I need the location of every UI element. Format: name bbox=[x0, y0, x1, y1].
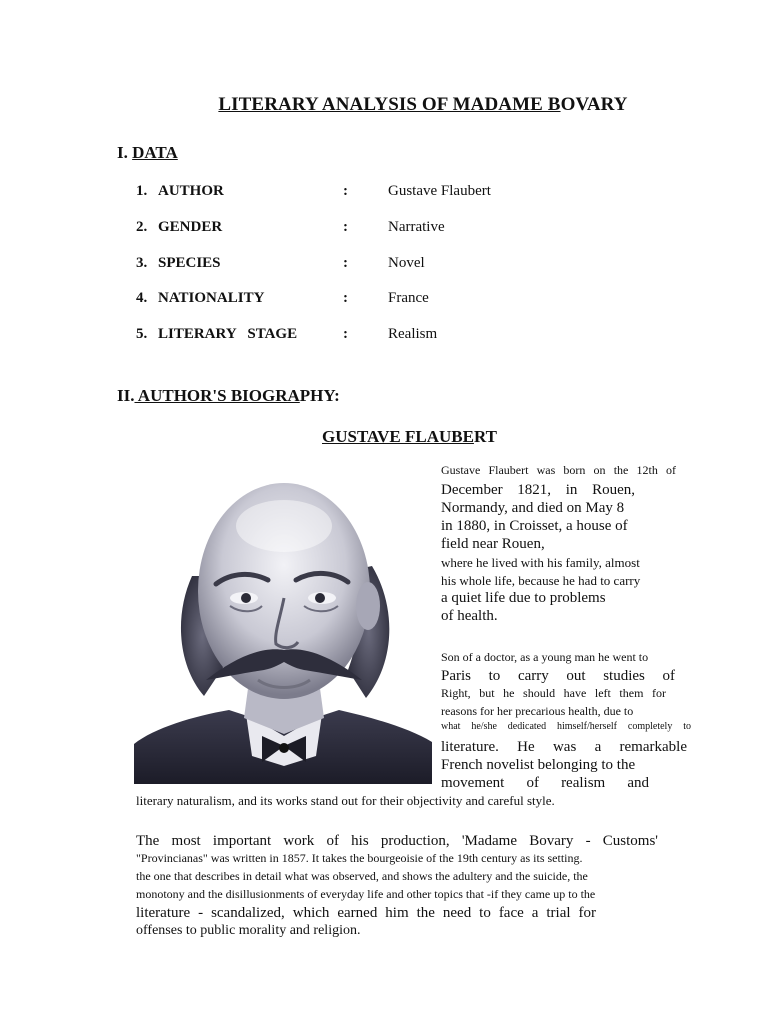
row-number: 4. bbox=[136, 290, 148, 306]
row-value: Realism bbox=[388, 326, 438, 342]
title-rest-part: OVARY bbox=[560, 94, 628, 115]
row-value: Narrative bbox=[388, 219, 445, 235]
work-line: literature - scandalized, which earned him the need to face a trial for bbox=[136, 905, 596, 921]
bio-line: what he/she dedicated himself/herself completely to bbox=[441, 721, 691, 732]
work-line: The most important work of his production, 'Madame Bovary - Customs' bbox=[136, 833, 658, 849]
row-label: LITERARY STAGE bbox=[158, 326, 298, 342]
row-number: 1. bbox=[136, 183, 148, 199]
section-heading-text: DATA bbox=[132, 143, 178, 162]
section-data-heading bbox=[117, 143, 178, 163]
bio-line: Gustave Flaubert was born on the 12th of bbox=[441, 463, 676, 477]
bio-line: movement of realism and bbox=[441, 775, 649, 791]
portrait-illustration bbox=[134, 466, 432, 784]
bio-line: Right, but he should have left them for bbox=[441, 686, 666, 700]
work-line: the one that describes in detail what was observed, and shows the adultery and the suicide, the bbox=[136, 869, 588, 883]
row-value: Gustave Flaubert bbox=[388, 183, 491, 199]
bio-line: Normandy, and died on May 8 bbox=[441, 500, 625, 516]
row-label: AUTHOR bbox=[158, 183, 224, 199]
bio-line: where he lived with his family, almost bbox=[441, 555, 640, 570]
document-title bbox=[0, 94, 768, 116]
bio-line: Son of a doctor, as a young man he went to bbox=[441, 650, 649, 664]
row-label: SPECIES bbox=[158, 255, 221, 271]
bio-line: literary naturalism, and its works stand out for their objectivity and careful style. bbox=[136, 793, 555, 808]
section-biography-heading bbox=[117, 386, 340, 406]
row-number: 2. bbox=[136, 219, 148, 235]
subtitle-rest: RT bbox=[473, 427, 497, 446]
row-value: Novel bbox=[388, 255, 425, 271]
row-colon: : bbox=[343, 290, 348, 306]
bio-line: his whole life, because he had to carry bbox=[441, 573, 641, 588]
row-number: 3. bbox=[136, 255, 148, 271]
row-label: GENDER bbox=[158, 219, 223, 235]
title-underlined-part: LITERARY ANALYSIS OF MADAME B bbox=[218, 94, 561, 115]
work-line: "Provincianas" was written in 1857. It takes the bourgeoisie of the 19th century as its setting. bbox=[136, 851, 583, 865]
work-line: monotony and the disillusionments of everyday life and other topics that -if they came up to the bbox=[136, 887, 596, 901]
author-name-heading bbox=[322, 427, 497, 447]
bio-line: in 1880, in Croisset, a house of bbox=[441, 518, 628, 534]
row-number: 5. bbox=[136, 326, 148, 342]
bio-line: reasons for her precarious health, due to bbox=[441, 704, 634, 718]
bio-line: Paris to carry out studies of bbox=[441, 668, 675, 684]
subtitle-underlined: GUSTAVE FLAUBE bbox=[322, 427, 474, 446]
section-heading-rest: PHY: bbox=[299, 386, 340, 405]
row-colon: : bbox=[343, 326, 348, 342]
author-portrait-image bbox=[134, 466, 432, 784]
row-label: NATIONALITY bbox=[158, 290, 265, 306]
row-colon: : bbox=[343, 255, 348, 271]
section-heading-underlined: AUTHOR'S BIOGRA bbox=[134, 386, 300, 405]
row-colon: : bbox=[343, 183, 348, 199]
row-value: France bbox=[388, 290, 429, 306]
section-numeral: II. bbox=[117, 386, 135, 405]
bio-line: French novelist belonging to the bbox=[441, 757, 636, 773]
bio-line: field near Rouen, bbox=[441, 536, 545, 552]
section-numeral: I. bbox=[117, 143, 128, 162]
bio-line: a quiet life due to problems bbox=[441, 590, 606, 606]
row-colon: : bbox=[343, 219, 348, 235]
bio-line: of health. bbox=[441, 608, 498, 624]
bio-line: literature. He was a remarkable bbox=[441, 739, 687, 755]
work-line: offenses to public morality and religion. bbox=[136, 923, 361, 938]
bio-line: December 1821, in Rouen, bbox=[441, 482, 635, 498]
